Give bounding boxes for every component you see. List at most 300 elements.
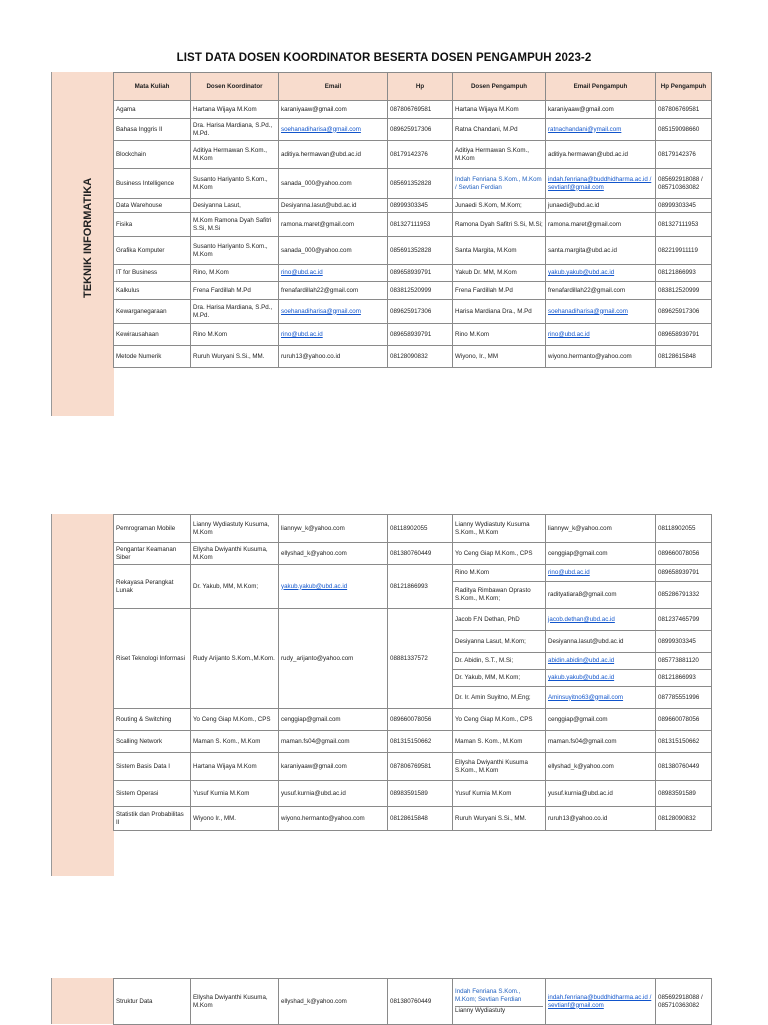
- email-pengampuh-text[interactable]: jacob.dethan@ubd.ac.id: [548, 615, 615, 623]
- email-pengampuh-text[interactable]: indah.fenriana@buddhidharma.ac.id / sevtianf@gmail.com: [548, 175, 652, 191]
- hp-pengampuh: [656, 979, 712, 1025]
- dosen-koordinator-text: Ruruh Wuryani S.Si., MM.: [193, 352, 265, 360]
- email: [279, 265, 388, 282]
- header-hp: Hp: [388, 73, 453, 101]
- dosen-pengampuh: [453, 515, 546, 543]
- email: [279, 119, 388, 141]
- email-pengampuh-text: frenafardillah22@gmail.com: [548, 286, 626, 294]
- hp-pengampuh-text: 089658939791: [658, 330, 700, 338]
- dosen-koordinator: [191, 731, 279, 753]
- mata-kuliah: [114, 543, 191, 565]
- dosen-koordinator-text: M.Kom Ramona Dyah Safitri S.Si, M.Si: [193, 216, 272, 232]
- hp-text: 089625917306: [390, 125, 432, 133]
- dosen-pengampuh-text: Junaedi S.Kom, M.Kom;: [455, 201, 522, 209]
- mata-kuliah-text: Bahasa Inggris II: [116, 125, 163, 133]
- dosen-pengampuh: [453, 324, 546, 346]
- dosen-koordinator: [191, 753, 279, 781]
- email-text: ramona.maret@gmail.com: [281, 220, 354, 228]
- hp-pengampuh-text: 085773881120: [658, 657, 699, 664]
- email-pengampuh-text: cenggiap@gmail.com: [548, 715, 608, 723]
- mata-kuliah-text: Fisika: [116, 220, 133, 228]
- email: [279, 169, 388, 199]
- hp-pengampuh: [656, 237, 712, 265]
- dosen-pengampuh-text: Hartana Wijaya M.Kom: [455, 105, 519, 113]
- lecturer-table-2: [113, 514, 712, 831]
- hp-pengampuh: [656, 609, 712, 631]
- mata-kuliah: [114, 300, 191, 324]
- mata-kuliah-text: Struktur Data: [116, 997, 153, 1005]
- hp-text: 08179142376: [390, 150, 428, 158]
- hp-pengampuh-text: 089660078056: [658, 549, 700, 557]
- hp: [388, 807, 453, 831]
- hp-pengampuh: [656, 346, 712, 368]
- email: [279, 282, 388, 300]
- mata-kuliah: [114, 282, 191, 300]
- table-row: [114, 709, 712, 731]
- email-pengampuh: [546, 324, 656, 346]
- mata-kuliah-text: Statistik dan Probabilitas II: [116, 810, 184, 826]
- mata-kuliah: [114, 213, 191, 237]
- mata-kuliah-text: IT for Business: [116, 269, 158, 276]
- table-row: [114, 753, 712, 781]
- table-row: [114, 282, 712, 300]
- hp-pengampuh-text: 089658939791: [658, 569, 700, 576]
- dosen-koordinator: [191, 979, 279, 1025]
- hp: [388, 199, 453, 213]
- dosen-koordinator-text: Dra. Harisa Mardiana, S.Pd., M.Pd.: [193, 303, 273, 319]
- email-pengampuh: [546, 731, 656, 753]
- hp: [388, 346, 453, 368]
- mata-kuliah-text: Scalling Network: [116, 737, 163, 745]
- dosen-pengampuh-text: Jacob F.N Dethan, PhD: [455, 615, 520, 623]
- hp-text: 08128090832: [390, 352, 428, 360]
- email: [279, 101, 388, 119]
- hp-pengampuh: [656, 119, 712, 141]
- header-email-pengampuh: Email Pengampuh: [546, 73, 656, 101]
- dosen-koordinator-text: Susanto Hariyanto S.Kom., M.Kom: [193, 242, 268, 258]
- email-text: ellyshad_k@yahoo.com: [281, 997, 347, 1005]
- dosen-pengampuh-text: Wiyono, Ir., MM: [455, 352, 498, 360]
- email-pengampuh: [546, 709, 656, 731]
- hp-pengampuh: [656, 543, 712, 565]
- dosen-pengampuh: [453, 781, 546, 807]
- hp: [388, 213, 453, 237]
- dosen-pengampuh-text: Maman S. Kom., M.Kom: [455, 737, 523, 745]
- hp-text: 089658939791: [390, 269, 432, 276]
- email-text: karaniyaaw@gmail.com: [281, 762, 347, 770]
- email-pengampuh-text[interactable]: abidin.abidin@ubd.ac.id: [548, 657, 615, 664]
- hp: [388, 609, 453, 709]
- hp-pengampuh-text: 082219911119: [658, 246, 698, 254]
- hp-pengampuh: [656, 169, 712, 199]
- mata-kuliah: [114, 119, 191, 141]
- hp-pengampuh: [656, 213, 712, 237]
- hp-pengampuh: [656, 687, 712, 709]
- hp-pengampuh-text: 08121866993: [658, 269, 696, 276]
- email-pengampuh: [546, 237, 656, 265]
- dosen-koordinator: [191, 237, 279, 265]
- hp: [388, 265, 453, 282]
- email-pengampuh-text[interactable]: ratnachandani@ymail.com: [548, 125, 622, 133]
- dosen-pengampuh: [453, 565, 546, 582]
- email-text[interactable]: soehanadiharisa@gmail.com: [281, 307, 361, 315]
- dosen-pengampuh: [453, 670, 546, 687]
- hp-pengampuh-text: 083812520999: [658, 286, 700, 294]
- dosen-pengampuh: [453, 101, 546, 119]
- dosen-pengampuh: [453, 709, 546, 731]
- mata-kuliah: [114, 609, 191, 709]
- hp-pengampuh: [656, 807, 712, 831]
- mata-kuliah-text: Sistem Basis Data I: [116, 762, 170, 770]
- hp-pengampuh: [656, 282, 712, 300]
- dosen-pengampuh-text: Indah Fenriana S.Kom., M.Kom; Sevtian Ferdian: [455, 988, 522, 1003]
- dosen-koordinator: [191, 141, 279, 169]
- mata-kuliah-text: Kalkulus: [116, 286, 140, 294]
- email-pengampuh-text: junaedi@ubd.ac.id: [548, 201, 600, 209]
- department-label: TEKNIK INFORMATIKA: [82, 177, 94, 298]
- email-pengampuh: [546, 282, 656, 300]
- dosen-pengampuh: [453, 582, 546, 609]
- dosen-pengampuh-text: Yo Ceng Giap M.Kom., CPS: [455, 715, 533, 723]
- table-row: [114, 731, 712, 753]
- email-pengampuh: [546, 141, 656, 169]
- email: [279, 213, 388, 237]
- email-text[interactable]: rino@ubd.ac.id: [281, 330, 323, 338]
- email-text: aditiya.hermawan@ubd.ac.id: [281, 150, 361, 158]
- email-pengampuh-text: liannyw_k@yahoo.com: [548, 524, 612, 532]
- hp-pengampuh-text: 08128090832: [658, 814, 696, 822]
- email: [279, 324, 388, 346]
- dosen-koordinator: [191, 282, 279, 300]
- table-header-row: [114, 73, 712, 101]
- email: [279, 565, 388, 609]
- hp-pengampuh: [656, 300, 712, 324]
- email-pengampuh-text[interactable]: Aminsuyitno63@gmail.com: [548, 693, 624, 701]
- hp-pengampuh-text: 081327111953: [658, 220, 699, 228]
- dosen-pengampuh: [453, 731, 546, 753]
- email-text[interactable]: rino@ubd.ac.id: [281, 269, 323, 276]
- dosen-koordinator-text: Ellysha Dwiyanthi Kusuma, M.Kom: [193, 993, 268, 1009]
- hp: [388, 101, 453, 119]
- mata-kuliah-text: Kewirausahaan: [116, 330, 159, 338]
- email-pengampuh: [546, 300, 656, 324]
- dosen-pengampuh: [453, 265, 546, 282]
- dosen-pengampuh-text: Aditiya Hermawan S.Kom., M.Kom: [455, 146, 529, 162]
- mata-kuliah: [114, 141, 191, 169]
- mata-kuliah: [114, 731, 191, 753]
- hp: [388, 731, 453, 753]
- lecturer-table-3: [113, 978, 712, 1025]
- email-pengampuh-text: wiyono.hermanto@yahoo.com: [548, 352, 632, 360]
- dosen-koordinator: [191, 543, 279, 565]
- hp: [388, 169, 453, 199]
- dosen-pengampuh-text: Rino M.Kom: [455, 330, 490, 338]
- email: [279, 807, 388, 831]
- dosen-koordinator-text: Rino, M.Kom: [193, 269, 229, 276]
- dosen-koordinator: [191, 609, 279, 709]
- dosen-koordinator-text: Yo Ceng Giap M.Kom., CPS: [193, 715, 271, 723]
- mata-kuliah-text: Kewarganegaraan: [116, 307, 167, 315]
- table-row: [114, 543, 712, 565]
- dosen-koordinator: [191, 300, 279, 324]
- header-dosen-pengampuh: Dosen Pengampuh: [453, 73, 546, 101]
- hp: [388, 979, 453, 1025]
- table-row: [114, 324, 712, 346]
- header-email: Email: [279, 73, 388, 101]
- hp-pengampuh: [656, 731, 712, 753]
- email-pengampuh: [546, 265, 656, 282]
- hp-pengampuh-text: 08983591589: [658, 789, 696, 797]
- mata-kuliah-text: Metode Numerik: [116, 352, 162, 360]
- hp-pengampuh: [656, 265, 712, 282]
- table-row: [114, 300, 712, 324]
- mata-kuliah-text: Blockchain: [116, 150, 146, 158]
- email-pengampuh: [546, 670, 656, 687]
- email-pengampuh-text[interactable]: rino@ubd.ac.id: [548, 330, 590, 338]
- hp-pengampuh: [656, 653, 712, 670]
- dosen-pengampuh: [453, 653, 546, 670]
- mata-kuliah-text: Rekayasa Perangkat Lunak: [116, 578, 174, 594]
- hp-pengampuh-text: 08121866993: [658, 674, 696, 681]
- dosen-koordinator: [191, 119, 279, 141]
- hp-pengampuh: [656, 753, 712, 781]
- hp: [388, 141, 453, 169]
- email-text: ellyshad_k@yahoo.com: [281, 549, 347, 557]
- email-text: maman.fs04@gmail.com: [281, 737, 350, 745]
- hp-text: 085691352828: [390, 246, 432, 254]
- mata-kuliah: [114, 346, 191, 368]
- email-text: frenafardillah22@gmail.com: [281, 286, 359, 294]
- email-pengampuh: [546, 979, 656, 1025]
- email: [279, 300, 388, 324]
- dosen-pengampuh: [453, 543, 546, 565]
- email-text: rudy_arijanto@yahoo.com: [281, 654, 354, 662]
- email-pengampuh-text[interactable]: soehanadiharisa@gmail.com: [548, 307, 628, 315]
- hp-pengampuh-text: 081380760449: [658, 762, 700, 770]
- dosen-pengampuh-text: Harisa Mardiana Dra., M.Pd: [455, 307, 532, 315]
- email-pengampuh-text: santa.margita@ubd.ac.id: [548, 246, 617, 254]
- mata-kuliah: [114, 324, 191, 346]
- table-row: [114, 346, 712, 368]
- mata-kuliah: [114, 565, 191, 609]
- dosen-koordinator-text: Dr. Yakub, MM, M.Kom;: [193, 582, 259, 590]
- hp-text: 08118902055: [390, 524, 428, 532]
- email-pengampuh-text: ellyshad_k@yahoo.com: [548, 762, 614, 770]
- dosen-koordinator: [191, 213, 279, 237]
- dosen-koordinator-text: Maman S. Kom., M.Kom: [193, 737, 261, 745]
- email-text: sanada_000@yahoo.com: [281, 246, 352, 254]
- email-text: Desiyanna.lasut@ubd.ac.id: [281, 201, 357, 209]
- email-pengampuh-text[interactable]: rino@ubd.ac.id: [548, 569, 590, 576]
- dosen-koordinator-text: Wiyono Ir., MM.: [193, 814, 236, 822]
- hp-pengampuh: [656, 324, 712, 346]
- hp-pengampuh-text: 08118902055: [658, 524, 696, 532]
- dosen-koordinator-text: Aditiya Hermawan S.Kom., M.Kom: [193, 146, 267, 162]
- email: [279, 709, 388, 731]
- hp-pengampuh-text: 085159098660: [658, 125, 700, 133]
- email-pengampuh-text: cenggiap@gmail.com: [548, 549, 608, 557]
- dosen-koordinator: [191, 515, 279, 543]
- hp: [388, 565, 453, 609]
- dosen-pengampuh-text: Ellysha Dwiyanthi Kusuma S.Kom., M.Kom: [455, 758, 528, 774]
- hp-text: 087806769581: [390, 762, 432, 770]
- mata-kuliah: [114, 753, 191, 781]
- mata-kuliah-text: Grafika Komputer: [116, 246, 165, 254]
- dosen-koordinator-text: Yusuf Kurnia M.Kom: [193, 789, 250, 797]
- email-pengampuh-text: karaniyaaw@gmail.com: [548, 105, 614, 113]
- page-title: LIST DATA DOSEN KOORDINATOR BESERTA DOSEN PENGAMPUH 2023-2: [176, 52, 592, 64]
- email: [279, 199, 388, 213]
- dosen-pengampuh-text: Dr. Abidin, S.T., M.Si;: [455, 657, 514, 664]
- dosen-pengampuh-text: Yusuf Kurnia M.Kom: [455, 789, 512, 797]
- header-mata-kuliah: Mata Kuliah: [114, 73, 191, 101]
- email: [279, 346, 388, 368]
- hp-pengampuh-text: 085692918088 / 085710363082: [658, 993, 703, 1009]
- dosen-koordinator: [191, 346, 279, 368]
- mata-kuliah-text: Routing & Switching: [116, 715, 172, 723]
- email-pengampuh: [546, 213, 656, 237]
- table-row: [114, 781, 712, 807]
- dosen-pengampuh-text: Dr. Ir. Amin Suyitno, M.Eng;: [455, 693, 531, 701]
- hp-text: 083812520999: [390, 286, 432, 294]
- email-pengampuh: [546, 631, 656, 653]
- email-pengampuh-text: ruruh13@yahoo.co.id: [548, 814, 608, 822]
- lecturer-table-1: [113, 72, 712, 368]
- email: [279, 237, 388, 265]
- email-pengampuh-text[interactable]: yakub.yakub@ubd.ac.id: [548, 269, 615, 276]
- mata-kuliah-text: Business Intelligence: [116, 179, 175, 187]
- dosen-pengampuh-text: Yo Ceng Giap M.Kom., CPS: [455, 549, 533, 557]
- email-pengampuh-text[interactable]: indah.fenriana@buddhidharma.ac.id / sevtianf@gmail.com: [548, 993, 652, 1009]
- dosen-pengampuh: [453, 169, 546, 199]
- hp-pengampuh: [656, 781, 712, 807]
- email: [279, 609, 388, 709]
- dosen-pengampuh: [453, 753, 546, 781]
- dosen-koordinator-text: Hartana Wijaya M.Kom: [193, 762, 257, 770]
- dosen-pengampuh-2: Lianny Wydiastuty: [455, 1006, 543, 1015]
- email-pengampuh: [546, 753, 656, 781]
- table-row: [114, 169, 712, 199]
- hp-text: 08983591589: [390, 789, 428, 797]
- email-pengampuh: [546, 565, 656, 582]
- dosen-pengampuh-text: Ratna Chandani, M.Pd: [455, 125, 518, 133]
- dosen-pengampuh: [453, 807, 546, 831]
- hp-pengampuh-text: 089625917306: [658, 307, 700, 315]
- hp-pengampuh-text: 08179142376: [658, 150, 696, 158]
- hp-text: 08999303345: [390, 201, 428, 209]
- email-text[interactable]: soehanadiharisa@gmail.com: [281, 125, 361, 133]
- hp-text: 081327111953: [390, 220, 431, 228]
- hp-pengampuh: [656, 631, 712, 653]
- dosen-pengampuh: [453, 199, 546, 213]
- table-row: [114, 565, 712, 582]
- mata-kuliah-text: Pemrograman Mobile: [116, 524, 176, 532]
- table-row: [114, 265, 712, 282]
- email: [279, 141, 388, 169]
- hp-text: 089658939791: [390, 330, 432, 338]
- table-row: [114, 199, 712, 213]
- dosen-koordinator-text: Rino M.Kom: [193, 330, 228, 338]
- email-pengampuh-text[interactable]: yakub.yakub@ubd.ac.id: [548, 674, 615, 681]
- dosen-pengampuh-text: Frena Fardillah M.Pd: [455, 286, 513, 294]
- email-pengampuh: [546, 582, 656, 609]
- table-row: [114, 119, 712, 141]
- mata-kuliah: [114, 709, 191, 731]
- mata-kuliah: [114, 169, 191, 199]
- table-row: [114, 237, 712, 265]
- email: [279, 731, 388, 753]
- dosen-pengampuh: [453, 979, 546, 1025]
- email-text[interactable]: yakub.yakub@ubd.ac.id: [281, 582, 348, 590]
- hp-pengampuh-text: 081237465799: [658, 615, 700, 623]
- dosen-pengampuh: [453, 631, 546, 653]
- hp-pengampuh-text: 089660078056: [658, 715, 700, 723]
- mata-kuliah: [114, 807, 191, 831]
- dosen-koordinator: [191, 807, 279, 831]
- dosen-pengampuh: [453, 609, 546, 631]
- hp-pengampuh: [656, 582, 712, 609]
- mata-kuliah: [114, 979, 191, 1025]
- table-row: [114, 213, 712, 237]
- hp: [388, 119, 453, 141]
- dosen-pengampuh: [453, 687, 546, 709]
- mata-kuliah: [114, 101, 191, 119]
- dosen-koordinator-text: Rudy Arijanto S.Kom.,M.Kom.: [193, 654, 275, 662]
- dosen-koordinator: [191, 199, 279, 213]
- hp-pengampuh: [656, 670, 712, 687]
- hp-pengampuh-text: 085692918088 / 085710363082: [658, 175, 703, 191]
- hp-text: 087806769581: [390, 105, 432, 113]
- dosen-koordinator-text: Frena Fardillah M.Pd: [193, 286, 251, 294]
- dosen-pengampuh: [453, 237, 546, 265]
- header-dosen-koordinator: Dosen Koordinator: [191, 73, 279, 101]
- hp-text: 089660078056: [390, 715, 432, 723]
- mata-kuliah-text: Riset Teknologi Informasi: [116, 654, 186, 662]
- email-pengampuh: [546, 101, 656, 119]
- hp-pengampuh-text: 08999303345: [658, 637, 696, 645]
- email-pengampuh: [546, 515, 656, 543]
- hp: [388, 781, 453, 807]
- dosen-koordinator-text: Ellysha Dwiyanthi Kusuma, M.Kom: [193, 545, 268, 561]
- hp-pengampuh: [656, 199, 712, 213]
- email-pengampuh: [546, 807, 656, 831]
- email-pengampuh: [546, 609, 656, 631]
- hp-text: 08128615848: [390, 814, 428, 822]
- dosen-pengampuh-text: Rino M.Kom: [455, 569, 490, 576]
- email-text: wiyono.hermanto@yahoo.com: [281, 814, 365, 822]
- hp: [388, 543, 453, 565]
- dosen-koordinator: [191, 781, 279, 807]
- dosen-koordinator-text: Hartana Wijaya M.Kom: [193, 105, 257, 113]
- email: [279, 543, 388, 565]
- email: [279, 753, 388, 781]
- mata-kuliah: [114, 781, 191, 807]
- hp-pengampuh: [656, 101, 712, 119]
- dosen-pengampuh-text: Santa Margita, M.Kom: [455, 246, 517, 254]
- email-pengampuh: [546, 346, 656, 368]
- dosen-koordinator: [191, 565, 279, 609]
- hp: [388, 237, 453, 265]
- dosen-pengampuh-text: Raditya Rimbawan Oprasto S.Kom., M.Kom;: [455, 587, 531, 602]
- dosen-koordinator-text: Desiyanna Lasut,: [193, 201, 241, 209]
- hp-text: 081380760449: [390, 549, 432, 557]
- dosen-pengampuh: [453, 141, 546, 169]
- dosen-pengampuh-text: Lianny Wydiastuty Kusuma S.Kom., M.Kom: [455, 520, 530, 536]
- hp-pengampuh-text: 087806769581: [658, 105, 700, 113]
- table-row: [114, 609, 712, 631]
- mata-kuliah-text: Agama: [116, 105, 136, 113]
- email-text: yusuf.kurnia@ubd.ac.id: [281, 789, 346, 797]
